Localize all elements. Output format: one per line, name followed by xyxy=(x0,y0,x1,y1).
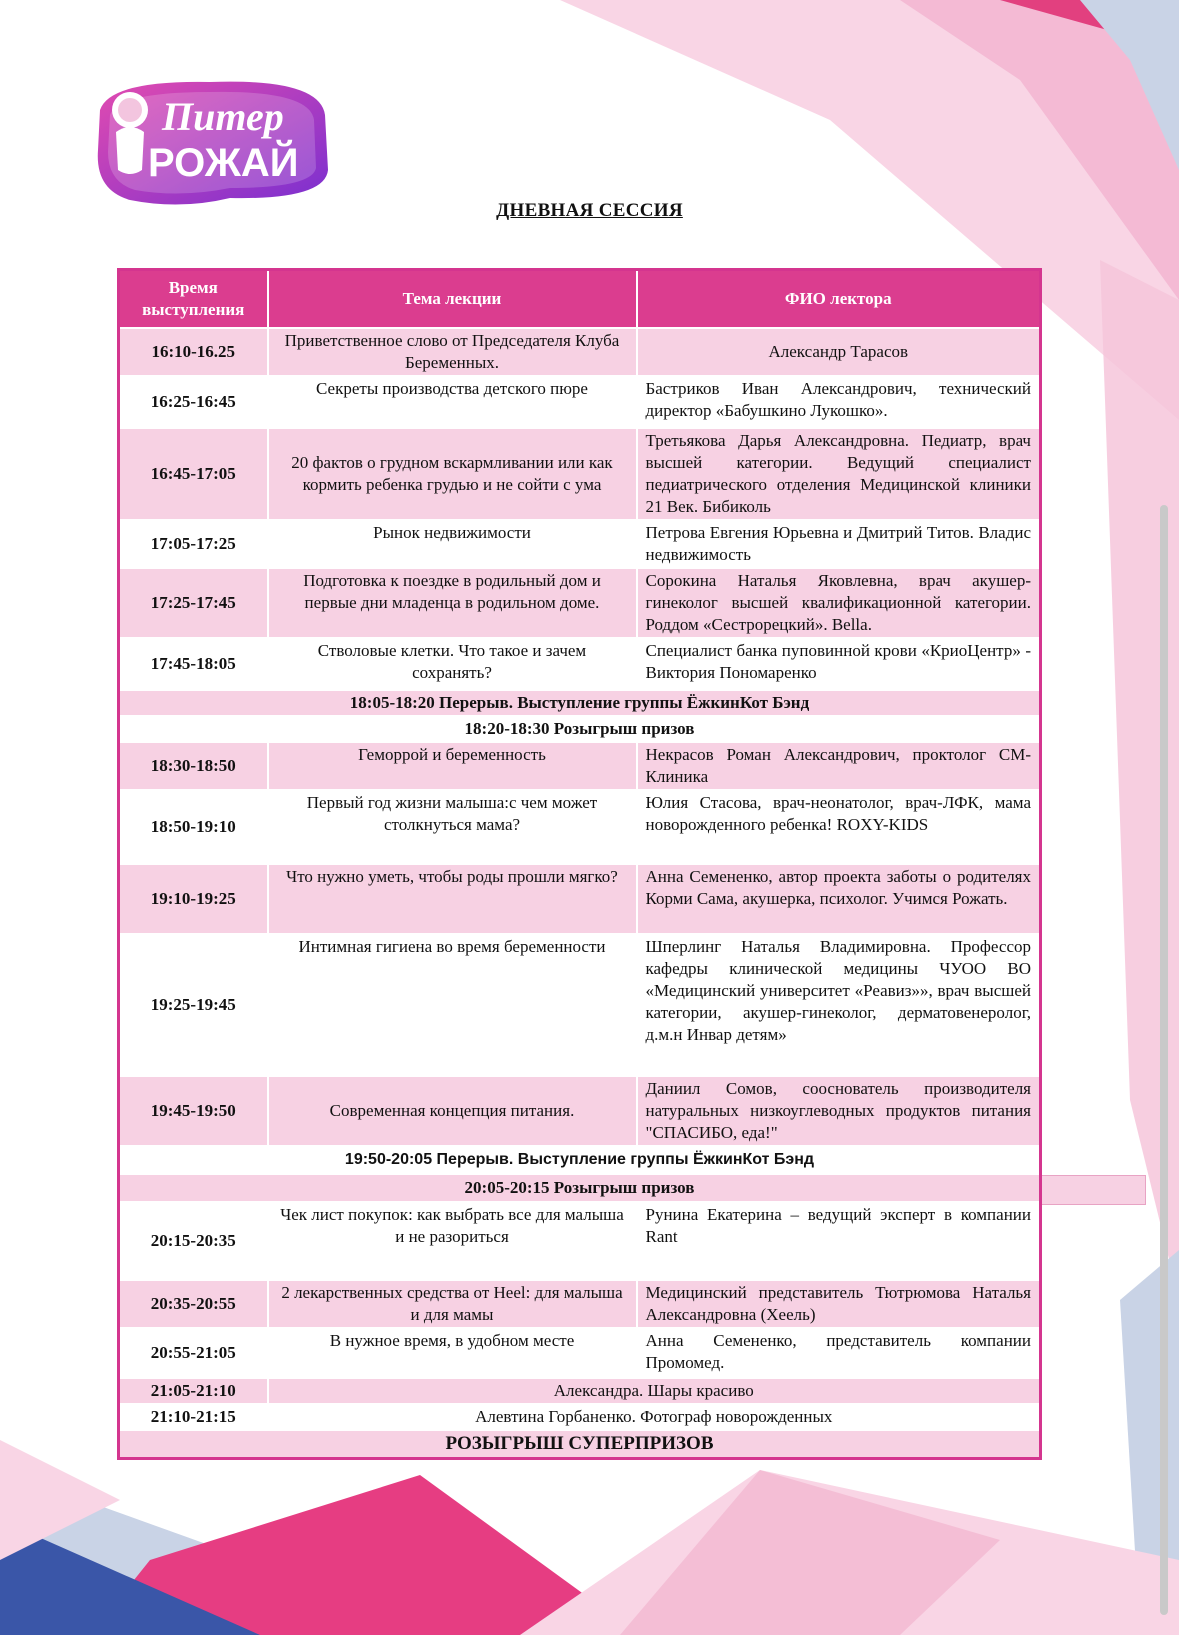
row-time: 21:05-21:10 xyxy=(119,1378,268,1404)
prize-row xyxy=(119,716,1041,742)
table-row xyxy=(119,328,1041,376)
table-row xyxy=(119,428,1041,520)
row-lecturer: Бастриков Иван Александрович, технический директор «Бабушкино Лукошко». xyxy=(637,376,1041,428)
row-time: 19:10-19:25 xyxy=(119,864,268,934)
header-time: Время выступления xyxy=(119,270,268,329)
row-topic: Что нужно уметь, чтобы роды прошли мягко? xyxy=(268,864,637,934)
row-time: 16:25-16:45 xyxy=(119,376,268,428)
row-lecturer: Третьякова Дарья Александровна. Педиатр, врач высшей категории. Ведущий специалист педиатрического отделения Медицинской клиники 21 Век. Бибиколь xyxy=(637,428,1041,520)
row-topic: Секреты производства детского пюре xyxy=(268,376,637,428)
row-lecturer: Рунина Екатерина – ведущий эксперт в компании Rant xyxy=(637,1202,1041,1280)
scrollbar[interactable] xyxy=(1160,505,1168,1615)
table-row xyxy=(119,864,1041,934)
row-time: 20:15-20:35 xyxy=(119,1202,268,1280)
row-topic: Современная концепция питания. xyxy=(268,1076,637,1146)
row-topic: Стволовые клетки. Что такое и зачем сохранять? xyxy=(268,638,637,690)
table-row xyxy=(119,742,1041,790)
row-time: 19:45-19:50 xyxy=(119,1076,268,1146)
row-topic: 2 лекарственных средства от Heel: для малыша и для мамы xyxy=(268,1280,637,1328)
row-lecturer: Медицинский представитель Тютрюмова Наталья Александровна (Хеель) xyxy=(637,1280,1041,1328)
row-lecturer: Даниил Сомов, сооснователь производителя натуральных низкоуглеводных продуктов питания "СПАСИБО, еда!" xyxy=(637,1076,1041,1146)
final-row xyxy=(119,1430,1041,1458)
row-time: 20:55-21:05 xyxy=(119,1328,268,1378)
break-label: 18:05-18:20 Перерыв. Выступление группы ЁжкинКот Бэнд xyxy=(119,690,1041,716)
row-topic: Чек лист покупок: как выбрать все для малыша и не разориться xyxy=(268,1202,637,1280)
row-time: 17:25-17:45 xyxy=(119,568,268,638)
row-time: 16:45-17:05 xyxy=(119,428,268,520)
row-lecturer: Юлия Стасова, врач-неонатолог, врач-ЛФК, мама новорожденного ребенка! ROXY-KIDS xyxy=(637,790,1041,864)
stray-cell xyxy=(1038,1175,1146,1205)
svg-text:РОЖАЙ: РОЖАЙ xyxy=(148,141,299,185)
row-topic: Рынок недвижимости xyxy=(268,520,637,568)
table-row xyxy=(119,638,1041,690)
session-title: ДНЕВНАЯ СЕССИЯ xyxy=(496,200,683,221)
table-row xyxy=(119,1280,1041,1328)
table-row xyxy=(119,376,1041,428)
table-row xyxy=(119,790,1041,864)
row-time: 17:45-18:05 xyxy=(119,638,268,690)
schedule-table xyxy=(117,268,1042,1460)
break-row xyxy=(119,690,1041,716)
table-row xyxy=(119,1404,1041,1430)
header-lecturer: ФИО лектора xyxy=(637,270,1041,329)
prize-row xyxy=(119,1174,1041,1202)
table-header xyxy=(119,270,1041,329)
table-row xyxy=(119,520,1041,568)
break-row xyxy=(119,1146,1041,1174)
row-lecturer: Специалист банка пуповинной крови «КриоЦентр» - Виктория Пономаренко xyxy=(637,638,1041,690)
row-lecturer: Шперлинг Наталья Владимировна. Профессор кафедры клинической медицины ЧУОО ВО «Медицинский университет «Реавиз»», врач высшей категории, акушер-гинеколог, дерматовенеролог, д.м.н Инвар детям» xyxy=(637,934,1041,1076)
piter-rozhai-logo xyxy=(90,70,340,215)
row-topic: Алевтина Горбаненко. Фотограф новорожденных xyxy=(268,1404,1041,1430)
row-topic: В нужное время, в удобном месте xyxy=(268,1328,637,1378)
superprize-label: РОЗЫГРЫШ СУПЕРПРИЗОВ xyxy=(119,1430,1041,1458)
row-topic: Александра. Шары красиво xyxy=(268,1378,1041,1404)
break-label: 19:50-20:05 Перерыв. Выступление группы ЁжкинКот Бэнд xyxy=(119,1146,1041,1174)
table-row xyxy=(119,1076,1041,1146)
row-time: 17:05-17:25 xyxy=(119,520,268,568)
table-row xyxy=(119,934,1041,1076)
row-time: 21:10-21:15 xyxy=(119,1404,268,1430)
row-topic: Подготовка к поездке в родильный дом и первые дни младенца в родильном доме. xyxy=(268,568,637,638)
row-lecturer: Александр Тарасов xyxy=(637,328,1041,376)
table-row xyxy=(119,568,1041,638)
row-topic: Геморрой и беременность xyxy=(268,742,637,790)
row-time: 16:10-16.25 xyxy=(119,328,268,376)
row-topic: Первый год жизни малыша:с чем может столкнуться мама? xyxy=(268,790,637,864)
row-lecturer: Анна Семененко, автор проекта заботы о родителях Корми Сама, акушерка, психолог. Учимся Рожать. xyxy=(637,864,1041,934)
prize-label: 20:05-20:15 Розыгрыш призов xyxy=(119,1174,1041,1202)
row-topic: 20 фактов о грудном вскармливании или как кормить ребенка грудью и не сойти с ума xyxy=(268,428,637,520)
svg-text:Питер: Питер xyxy=(162,94,284,139)
table-row xyxy=(119,1328,1041,1378)
table-row xyxy=(119,1202,1041,1280)
row-topic: Интимная гигиена во время беременности xyxy=(268,934,637,1076)
row-time: 20:35-20:55 xyxy=(119,1280,268,1328)
row-time: 18:50-19:10 xyxy=(119,790,268,864)
row-lecturer: Некрасов Роман Александрович, проктолог СМ-Клиника xyxy=(637,742,1041,790)
row-lecturer: Петрова Евгения Юрьевна и Дмитрий Титов. Владис недвижимость xyxy=(637,520,1041,568)
header-topic: Тема лекции xyxy=(268,270,637,329)
prize-label: 18:20-18:30 Розыгрыш призов xyxy=(119,716,1041,742)
row-lecturer: Сорокина Наталья Яковлевна, врач акушер-гинеколог высшей квалификационной категории. Роддом «Сестрорецкий». Bella. xyxy=(637,568,1041,638)
row-topic: Приветственное слово от Председателя Клуба Беременных. xyxy=(268,328,637,376)
row-time: 18:30-18:50 xyxy=(119,742,268,790)
row-lecturer: Анна Семененко, представитель компании Промомед. xyxy=(637,1328,1041,1378)
table-row xyxy=(119,1378,1041,1404)
row-time: 19:25-19:45 xyxy=(119,934,268,1076)
